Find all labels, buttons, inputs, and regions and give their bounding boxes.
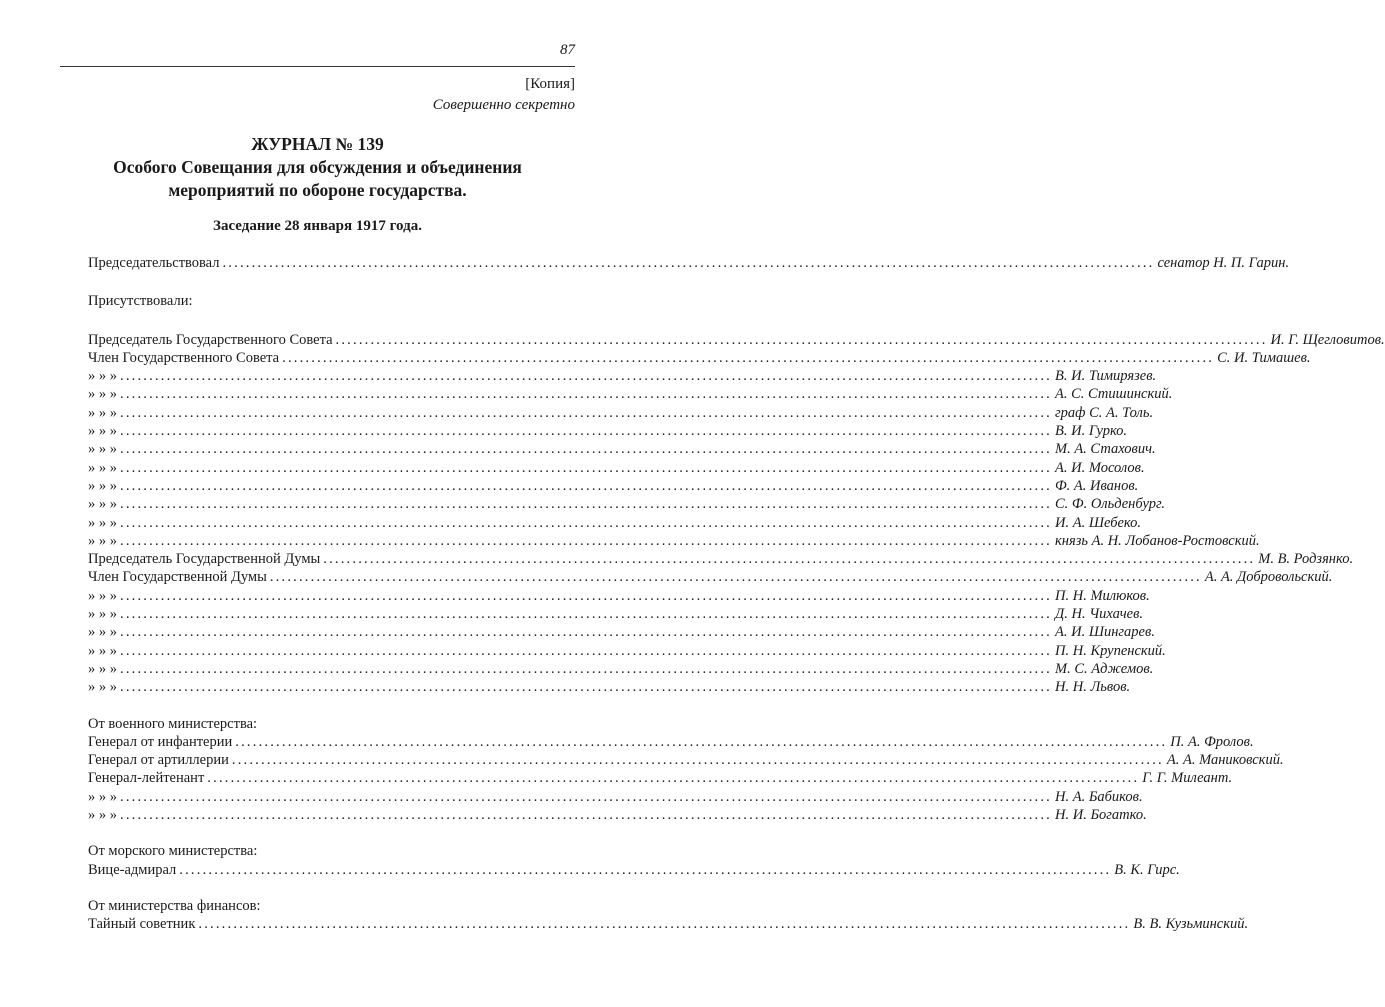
member-name: Д. Н. Чихачев.	[1055, 606, 1144, 623]
member-title: » » »	[88, 496, 117, 513]
present-heading: Присутствовали:	[88, 293, 193, 310]
journal-title-line: ЖУРНАЛ № 139	[251, 134, 384, 154]
member-title: » » »	[88, 477, 117, 494]
leader-dots: ................................................................................................................................................................	[120, 807, 1052, 824]
member-title: » » »	[88, 624, 117, 641]
leader-dots: ................................................................................................................................................................	[198, 916, 1131, 933]
member-name: П. Н. Милюков.	[1055, 587, 1150, 604]
list-item	[88, 642, 1166, 660]
member-name: М. С. Аджемов.	[1055, 660, 1154, 677]
list-item	[88, 550, 1354, 568]
page-number: 87	[560, 42, 575, 58]
list-item	[88, 733, 1254, 751]
leader-dots: ................................................................................................................................................................	[235, 733, 1168, 750]
list-item	[88, 660, 1154, 678]
leader-dots: ................................................................................................................................................................	[120, 459, 1052, 476]
member-name: В. И. Гурко.	[1055, 423, 1128, 440]
member-title: Член Государственного Совета	[88, 349, 280, 366]
member-title: » » »	[88, 441, 117, 458]
naval-heading: От морского министерства:	[88, 843, 258, 860]
list-item	[88, 915, 1249, 933]
member-name: А. А. Добровольский.	[1204, 569, 1333, 586]
journal-title-line: Особого Совещания для обсуждения и объединения	[113, 157, 522, 177]
list-item	[88, 605, 1144, 623]
present-list	[88, 331, 1385, 697]
member-name: граф С. А. Толь.	[1055, 404, 1154, 421]
member-name: В. И. Тимирязев.	[1055, 368, 1157, 385]
list-item	[88, 367, 1157, 385]
naval-list	[88, 861, 1180, 879]
leader-dots: ................................................................................................................................................................	[120, 386, 1052, 403]
member-name: С. Ф. Ольденбург.	[1055, 496, 1166, 513]
leader-dots: ................................................................................................................................................................	[120, 788, 1052, 805]
leader-dots: ................................................................................................................................................................	[120, 423, 1052, 440]
member-title: Тайный советник	[88, 916, 196, 933]
leader-dots: ................................................................................................................................................................	[222, 255, 1155, 271]
member-title: Генерал-лейтенант	[88, 770, 205, 787]
list-item	[88, 788, 1143, 806]
member-name: А. И. Мосолов.	[1055, 459, 1145, 476]
leader-dots: ................................................................................................................................................................	[120, 441, 1052, 458]
member-title: » » »	[88, 642, 117, 659]
member-title: Председатель Государственной Думы	[88, 551, 321, 568]
list-item	[88, 495, 1166, 513]
leader-dots: ................................................................................................................................................................	[120, 477, 1052, 494]
member-title: » » »	[88, 788, 117, 805]
chair-label: Председательствовал	[88, 255, 220, 271]
list-item	[88, 861, 1180, 879]
member-name: князь А. Н. Лобанов-Ростовский.	[1055, 532, 1260, 549]
member-title: Вице-адмирал	[88, 861, 177, 878]
member-title: » » »	[88, 807, 117, 824]
military-heading: От военного министерства:	[88, 715, 258, 732]
leader-dots: ................................................................................................................................................................	[335, 331, 1268, 348]
member-name: Н. А. Бабиков.	[1055, 788, 1143, 805]
finance-list	[88, 915, 1249, 933]
leader-dots: ................................................................................................................................................................	[120, 532, 1052, 549]
list-item	[88, 349, 1311, 367]
member-title: » » »	[88, 459, 117, 476]
list-item	[88, 422, 1128, 440]
member-title: Генерал от артиллерии	[88, 752, 229, 769]
member-name: С. И. Тимашев.	[1217, 349, 1311, 366]
member-name: П. Н. Крупенский.	[1055, 642, 1166, 659]
member-name: Н. И. Богатко.	[1055, 807, 1147, 824]
member-title: » » »	[88, 532, 117, 549]
leader-dots: ................................................................................................................................................................	[207, 770, 1140, 787]
member-title: » » »	[88, 368, 117, 385]
leader-dots: ................................................................................................................................................................	[179, 861, 1112, 878]
member-name: Н. Н. Львов.	[1055, 679, 1131, 696]
list-item	[88, 440, 1156, 458]
member-title: » » »	[88, 423, 117, 440]
member-title: » » »	[88, 514, 117, 531]
list-item	[88, 806, 1147, 824]
leader-dots: ................................................................................................................................................................	[120, 679, 1052, 696]
list-item	[88, 459, 1145, 477]
member-name: Г. Г. Милеант.	[1142, 770, 1233, 787]
leader-dots: ................................................................................................................................................................	[120, 660, 1052, 677]
list-item	[88, 769, 1233, 787]
leader-dots: ................................................................................................................................................................	[323, 551, 1256, 568]
member-title: » » »	[88, 404, 117, 421]
copy-stamp: [Копия]	[525, 76, 575, 92]
member-name: А. С. Стишинский.	[1055, 386, 1173, 403]
leader-dots: ................................................................................................................................................................	[120, 606, 1052, 623]
member-title: Генерал от инфантерии	[88, 733, 233, 750]
member-name: И. Г. Щегловитов.	[1270, 331, 1385, 348]
secrecy-stamp: Совершенно секретно	[432, 97, 575, 113]
list-item	[88, 477, 1139, 495]
leader-dots: ................................................................................................................................................................	[120, 404, 1052, 421]
member-name: М. В. Родзянко.	[1258, 551, 1354, 568]
leader-dots: ................................................................................................................................................................	[120, 496, 1052, 513]
member-title: » » »	[88, 679, 117, 696]
member-name: А. И. Шингарев.	[1055, 624, 1155, 641]
leader-dots: ................................................................................................................................................................	[120, 514, 1052, 531]
header-rule	[60, 66, 575, 67]
list-item	[88, 385, 1173, 403]
list-item	[88, 678, 1131, 696]
member-name: В. К. Гирс.	[1114, 861, 1180, 878]
session-date: Заседание 28 января 1917 года.	[213, 218, 422, 234]
chair-name: сенатор Н. П. Гарин.	[1157, 255, 1290, 271]
leader-dots: ................................................................................................................................................................	[120, 642, 1052, 659]
leader-dots: ................................................................................................................................................................	[120, 624, 1052, 641]
member-title: » » »	[88, 606, 117, 623]
leader-dots: ................................................................................................................................................................	[269, 569, 1202, 586]
member-title: » » »	[88, 386, 117, 403]
journal-title-line: мероприятий по обороне государства.	[168, 180, 467, 200]
member-name: И. А. Шебеко.	[1055, 514, 1142, 531]
member-name: Ф. А. Иванов.	[1055, 477, 1139, 494]
member-name: П. А. Фролов.	[1170, 733, 1254, 750]
member-title: Член Государственной Думы	[88, 569, 267, 586]
member-name: А. А. Маниковский.	[1166, 752, 1284, 769]
member-title: » » »	[88, 587, 117, 604]
list-item	[88, 568, 1333, 586]
member-title: » » »	[88, 660, 117, 677]
list-item	[88, 623, 1155, 641]
military-list	[88, 733, 1284, 824]
leader-dots: ................................................................................................................................................................	[120, 368, 1052, 385]
journal-title	[60, 133, 575, 202]
member-title: Председатель Государственного Совета	[88, 331, 333, 348]
attendance-list	[88, 254, 1385, 934]
member-name: В. В. Кузьминский.	[1133, 916, 1249, 933]
list-item	[88, 532, 1260, 550]
finance-heading: От министерства финансов:	[88, 897, 261, 914]
chair-row	[88, 254, 1290, 272]
list-item	[88, 587, 1150, 605]
list-item	[88, 514, 1142, 532]
list-item	[88, 331, 1385, 349]
list-item	[88, 404, 1154, 422]
leader-dots: ................................................................................................................................................................	[231, 752, 1164, 769]
leader-dots: ................................................................................................................................................................	[120, 587, 1052, 604]
list-item	[88, 751, 1284, 769]
leader-dots: ................................................................................................................................................................	[282, 349, 1215, 366]
member-name: М. А. Стахович.	[1055, 441, 1156, 458]
